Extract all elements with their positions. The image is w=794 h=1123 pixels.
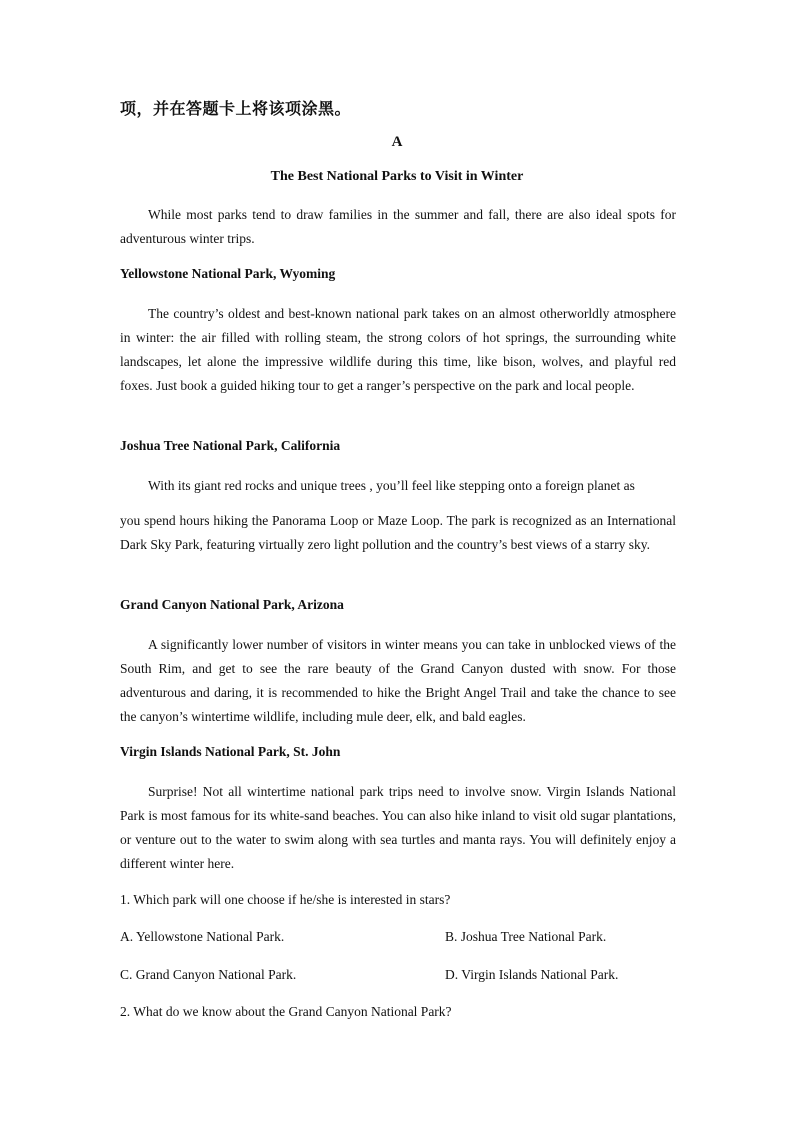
instruction-text: 项，并在答题卡上将该项涂黑。 [120,99,352,118]
park-text-yellowstone: The country’s oldest and best-known national park takes on an almost otherworldly atmosphere in winter: the air filled with rolling steam, the strong colors of hot springs, the surrounding white landscapes, let alone the impressive wildlife during this time, like bison, wolves, and playful red foxes. Just book a guided hiking tour to get a ranger’s perspective on the park and local people. [120,306,676,393]
park-text-virgin-islands: Surprise! Not all wintertime national park trips need to involve snow. Virgin Islands National Park is most famous for its white-sand beaches. You can also hike inland to visit old sugar plantations, or venture out to the water to swim along with sea turtles and manta rays. You will definitely enjoy a different winter here. [120,784,676,871]
park-text-joshua-tree-rest: you spend hours hiking the Panorama Loop or Maze Loop. The park is recognized as an International Dark Sky Park, featuring virtually zero light pollution and the country’s best views of a starry sky. [120,513,676,552]
question-1-option-c: C. Grand Canyon National Park. [120,967,297,982]
section-letter: A [391,134,403,150]
question-2-stem: 2. What do we know about the Grand Canyon National Park? [120,1004,452,1019]
intro-paragraph: While most parks tend to draw families in the summer and fall, there are also ideal spots for adventurous winter trips. [120,207,676,246]
question-1-option-d: D. Virgin Islands National Park. [445,967,619,982]
article-title: The Best National Parks to Visit in Winter [270,169,524,184]
park-text-grand-canyon: A significantly lower number of visitors in winter means you can take in unblocked views of the South Rim, and get to see the rare beauty of the Grand Canyon dusted with snow. For those adventurous and daring, it is recommended to hike the Bright Angel Trail and take the chance to see the canyon’s wintertime wildlife, including mule deer, elk, and bald eagles. [120,637,676,724]
park-heading-joshua-tree: Joshua Tree National Park, California [120,438,341,453]
question-1-stem: 1. Which park will one choose if he/she is interested in stars? [120,892,451,907]
question-1-option-a: A. Yellowstone National Park. [120,929,285,944]
park-heading-virgin-islands: Virgin Islands National Park, St. John [120,744,341,759]
park-heading-yellowstone: Yellowstone National Park, Wyoming [120,266,336,281]
park-text-joshua-tree-line1: With its giant red rocks and unique trees , you’ll feel like stepping onto a foreign planet as [148,478,635,493]
question-1-option-b: B. Joshua Tree National Park. [445,929,607,944]
park-heading-grand-canyon: Grand Canyon National Park, Arizona [120,597,344,612]
